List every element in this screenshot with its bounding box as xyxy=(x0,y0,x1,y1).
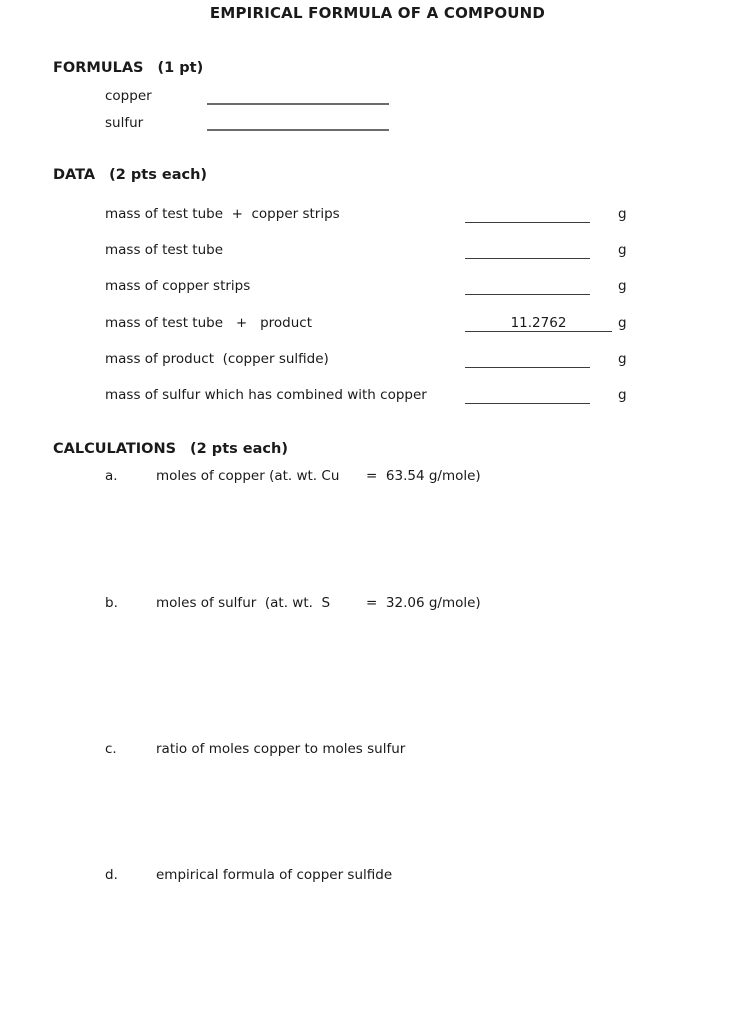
data-row-field[interactable] xyxy=(465,242,590,259)
calc-item-letter: c. xyxy=(105,741,117,757)
data-row-field-mass-test-tube-product[interactable]: 11.2762 xyxy=(465,315,612,332)
data-heading-text: DATA xyxy=(53,167,96,183)
formulas-points: (1 pt) xyxy=(157,60,204,76)
data-row-field[interactable] xyxy=(465,351,590,368)
calculations-heading-text: CALCULATIONS xyxy=(53,441,177,457)
formula-row-label-sulfur: sulfur xyxy=(105,115,144,131)
formula-row-label-copper: copper xyxy=(105,88,152,104)
data-heading xyxy=(53,167,207,183)
calc-item-text: empirical formula of copper sulfide xyxy=(156,867,393,883)
formulas-heading xyxy=(53,60,203,76)
calc-item-equals: = 32.06 g/mole) xyxy=(366,595,481,611)
calc-item-letter: d. xyxy=(105,867,118,883)
data-row-unit: g xyxy=(618,387,627,403)
data-row-label: mass of product (copper sulfide) xyxy=(105,351,329,367)
page-title: EMPIRICAL FORMULA OF A COMPOUND xyxy=(209,4,546,22)
data-row-unit: g xyxy=(618,242,627,258)
formulas-heading-text: FORMULAS xyxy=(53,60,144,76)
calc-item-text: moles of sulfur (at. wt. S xyxy=(156,595,331,611)
calc-item-equals: = 63.54 g/mole) xyxy=(366,468,481,484)
calculations-heading xyxy=(53,441,288,457)
calc-item-letter: a. xyxy=(105,468,118,484)
data-points: (2 pts each) xyxy=(109,167,208,183)
data-row-field[interactable] xyxy=(465,206,590,223)
calculations-points: (2 pts each) xyxy=(190,441,288,457)
data-row-label: mass of test tube + product xyxy=(105,315,313,331)
data-row-label: mass of test tube + copper strips xyxy=(105,206,340,222)
data-row-label: mass of test tube xyxy=(105,242,224,258)
sulfur-formula-field[interactable] xyxy=(207,114,389,131)
data-row-unit: g xyxy=(618,351,627,367)
data-row-unit: g xyxy=(618,315,627,331)
data-row-unit: g xyxy=(618,206,627,222)
data-row-label: mass of copper strips xyxy=(105,278,251,294)
calc-item-text: ratio of moles copper to moles sulfur xyxy=(156,741,406,757)
calc-item-letter: b. xyxy=(105,595,118,611)
data-row-unit: g xyxy=(618,278,627,294)
data-row-field[interactable] xyxy=(465,278,590,295)
data-row-label: mass of sulfur which has combined with copper xyxy=(105,387,427,403)
copper-formula-field[interactable] xyxy=(207,88,389,105)
calc-item-text: moles of copper (at. wt. Cu xyxy=(156,468,340,484)
data-row-field[interactable] xyxy=(465,387,590,404)
